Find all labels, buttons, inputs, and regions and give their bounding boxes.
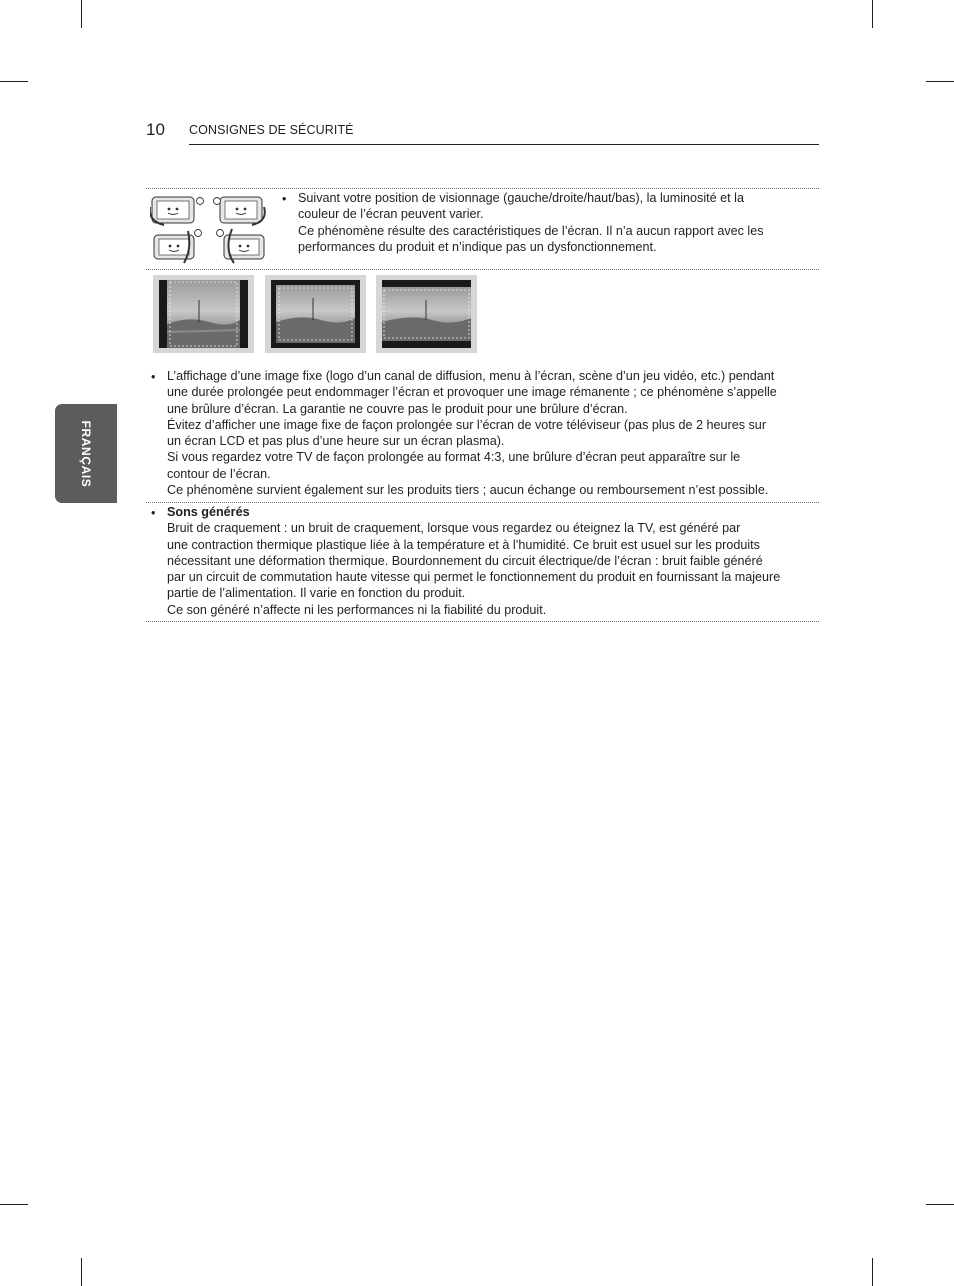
crop-mark bbox=[926, 1204, 954, 1205]
text-line: Ce phénomène résulte des caractéristiques de l’écran. Il n’a aucun rapport avec les bbox=[298, 223, 764, 238]
text-line: L’affichage d’une image fixe (logo d’un canal de diffusion, menu à l’écran, scène d’un jeu vidéo, etc.) pendant bbox=[167, 369, 775, 383]
burn-in-photo-frame bbox=[265, 275, 366, 353]
text-line: Suivant votre position de visionnage (gauche/droite/haut/bas), la luminosité et la bbox=[298, 191, 744, 205]
crop-mark bbox=[872, 1258, 873, 1286]
sounds-heading: Sons générés bbox=[167, 505, 250, 519]
dotted-divider bbox=[146, 269, 819, 270]
text-line: une contraction thermique plastique liée à la température et à l’humidité. Ce bruit est usuel sur les produits bbox=[167, 537, 760, 552]
burn-in-photo-side bbox=[153, 275, 254, 353]
text-line: Ce phénomène survient également sur les produits tiers ; aucun échange ou remboursement n’est possible. bbox=[167, 483, 769, 498]
dotted-divider bbox=[146, 621, 819, 622]
viewing-angle-text bbox=[298, 190, 818, 255]
crop-mark bbox=[0, 81, 28, 82]
text-line: par un circuit de commutation haute vitesse qui permet le fonctionnement du produit en fournissant la majeure bbox=[167, 570, 781, 585]
dotted-divider bbox=[146, 188, 819, 189]
crop-mark bbox=[81, 0, 82, 28]
text-line: Évitez d’afficher une image fixe de façon prolongée sur l’écran de votre téléviseur (pas plus de 2 heures sur bbox=[167, 417, 767, 432]
text-line: nécessitant une déformation thermique. Bourdonnement du circuit électrique/de l’écran : bruit faible généré bbox=[167, 553, 763, 568]
viewing-angle-tv-icon bbox=[150, 193, 274, 265]
crop-mark bbox=[926, 81, 954, 82]
bullet: • bbox=[282, 192, 287, 206]
text-line: une brûlure d’écran. La garantie ne couvre pas le produit pour une brûlure d’écran. bbox=[167, 401, 628, 416]
section-title: CONSIGNES DE SÉCURITÉ bbox=[189, 123, 354, 137]
crop-mark bbox=[81, 1258, 82, 1286]
bullet: • bbox=[151, 370, 156, 384]
page-number: 10 bbox=[146, 120, 165, 139]
burn-in-text bbox=[167, 368, 817, 498]
text-line: partie de l’alimentation. Il varie en fonction du produit. bbox=[167, 586, 466, 601]
text-line: Ce son généré n’affecte ni les performances ni la fiabilité du produit. bbox=[167, 602, 547, 617]
text-line: un écran LCD et pas plus d’une heure sur un écran plasma). bbox=[167, 434, 505, 449]
language-tab-label: FRANÇAIS bbox=[79, 420, 93, 488]
language-tab bbox=[55, 404, 117, 503]
bullet: • bbox=[151, 506, 156, 520]
text-line: couleur de l’écran peuvent varier. bbox=[298, 207, 484, 222]
text-line: Si vous regardez votre TV de façon prolongée au format 4:3, une brûlure d’écran peut apparaître sur le bbox=[167, 450, 741, 465]
text-line: contour de l’écran. bbox=[167, 466, 271, 481]
text-line: Bruit de craquement : un bruit de craquement, lorsque vous regardez ou éteignez la TV, est généré par bbox=[167, 521, 741, 536]
text-line: performances du produit et n’indique pas un dysfonctionnement. bbox=[298, 239, 657, 254]
text-line: une durée prolongée peut endommager l’écran et provoquer une image rémanente ; ce phénomène s’appelle bbox=[167, 385, 777, 400]
sounds-text bbox=[167, 504, 817, 618]
crop-mark bbox=[0, 1204, 28, 1205]
burn-in-photo-letterbox bbox=[376, 275, 477, 353]
crop-mark bbox=[872, 0, 873, 28]
header-rule bbox=[189, 144, 819, 145]
dotted-divider bbox=[146, 502, 819, 503]
